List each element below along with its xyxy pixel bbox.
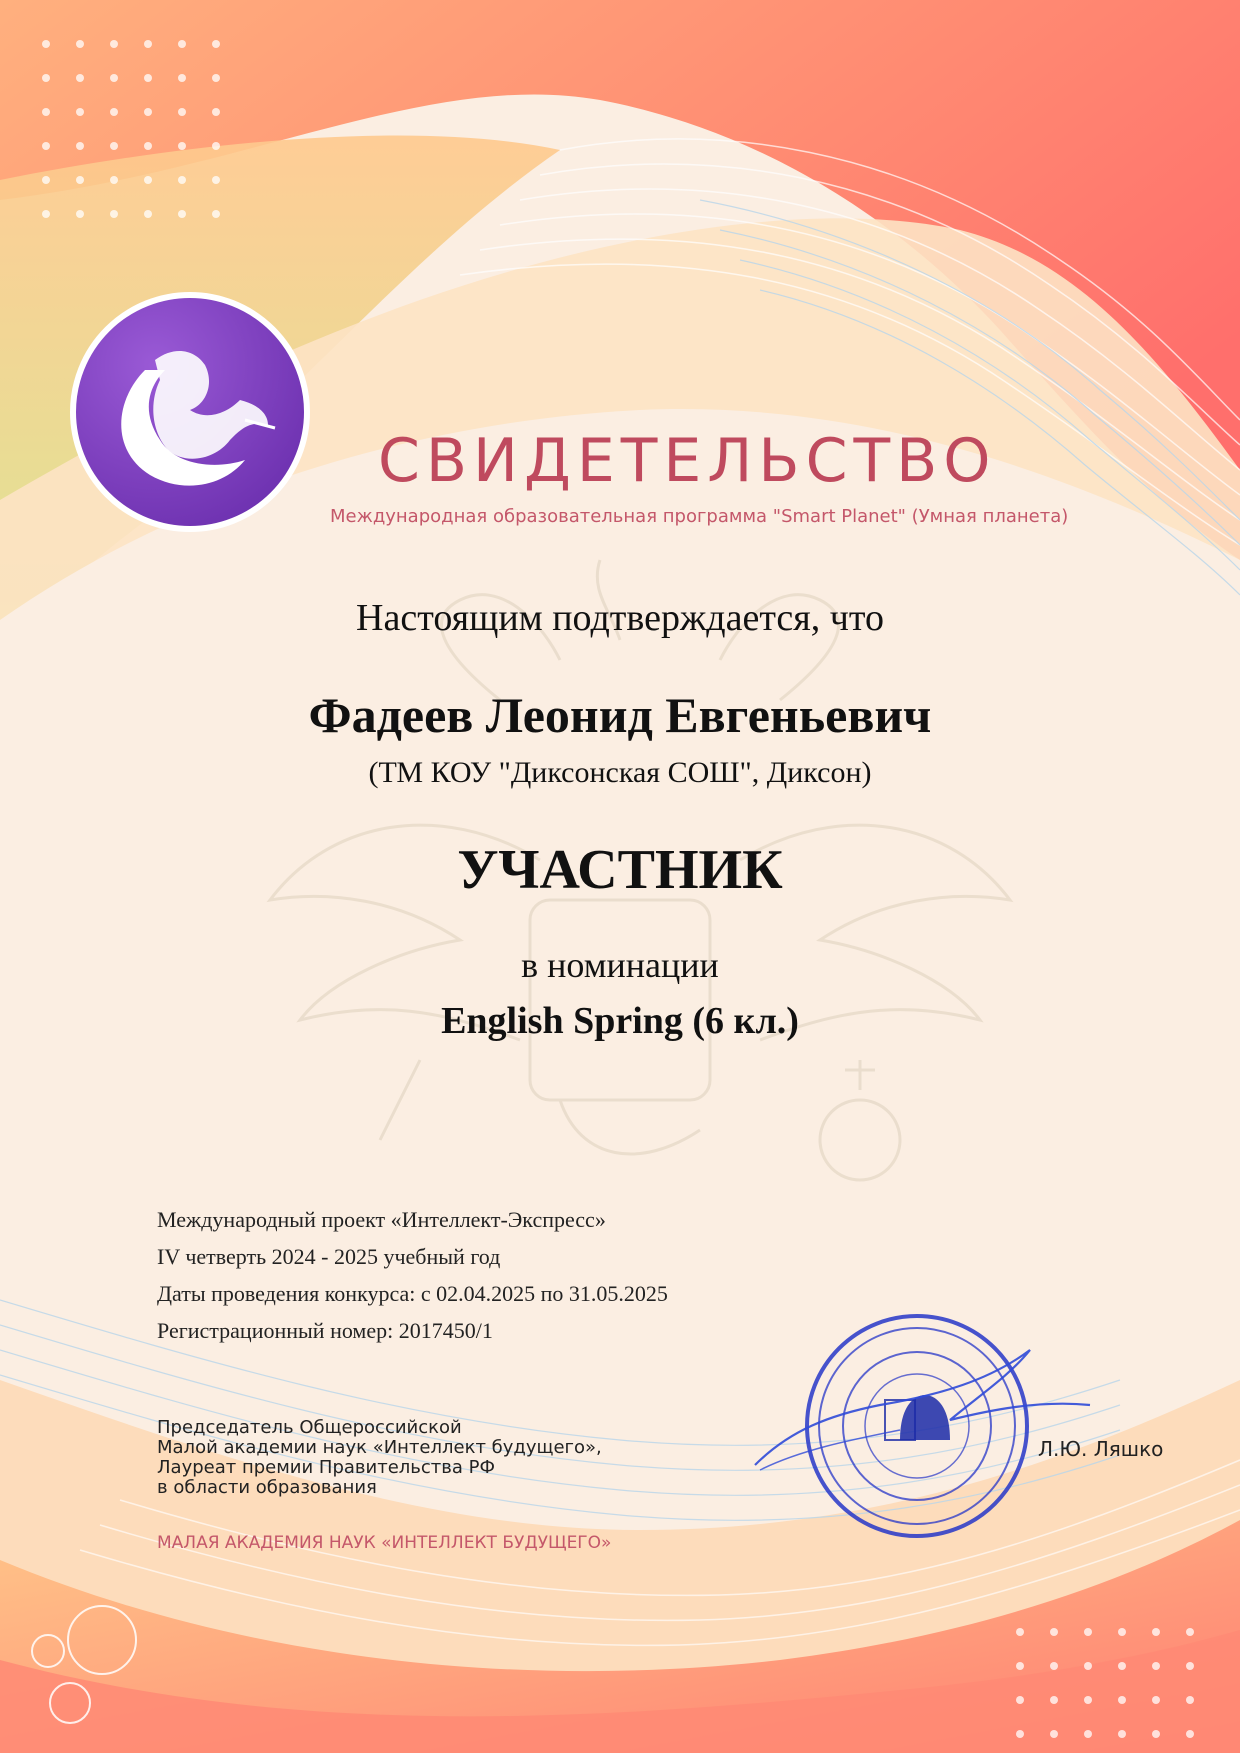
decorative-dot [178, 40, 186, 48]
decorative-dot [212, 74, 220, 82]
decorative-dot [178, 74, 186, 82]
contest-dates: Даты проведения конкурса: с 02.04.2025 по 31.05.2025 [157, 1281, 668, 1306]
academy-name: МАЛАЯ АКАДЕМИЯ НАУК «ИНТЕЛЛЕКТ БУДУЩЕГО» [157, 1533, 612, 1553]
decorative-dot [42, 142, 50, 150]
decorative-dot [1186, 1628, 1194, 1636]
participant-status: УЧАСТНИК [457, 839, 783, 901]
confirmation-text: Настоящим подтверждается, что [356, 597, 884, 639]
decorative-dot [1118, 1628, 1126, 1636]
decorative-dot [110, 210, 118, 218]
decorative-dot [1186, 1696, 1194, 1704]
decorative-dot [144, 74, 152, 82]
signer-name: Л.Ю. Ляшко [1038, 1437, 1164, 1461]
decorative-dot [144, 176, 152, 184]
decorative-dot [110, 142, 118, 150]
decorative-dot [1118, 1696, 1126, 1704]
decorative-dot [1152, 1730, 1160, 1738]
decorative-dot [1084, 1696, 1092, 1704]
chairman-title [157, 1418, 677, 1498]
decorative-dot [42, 210, 50, 218]
nomination-title: English Spring (6 кл.) [441, 1000, 799, 1042]
registration-number: Регистрационный номер: 2017450/1 [157, 1318, 493, 1343]
decorative-dot [42, 176, 50, 184]
dot-pattern-top-left [42, 40, 220, 218]
decorative-dot [1050, 1696, 1058, 1704]
recipient-organization: (ТМ КОУ "Диксонская СОШ", Диксон) [368, 756, 872, 789]
dot-pattern-bottom-right [1016, 1628, 1194, 1753]
decorative-dot [144, 108, 152, 116]
program-subtitle: Международная образовательная программа "Smart Planet" (Умная планета) [330, 506, 1069, 527]
decorative-dot [1152, 1628, 1160, 1636]
recipient-name: Фадеев Леонид Евгеньевич [308, 687, 932, 743]
decorative-dot [1152, 1662, 1160, 1670]
chairman-line: Председатель Общероссийской [157, 1417, 462, 1438]
decorative-dot [76, 142, 84, 150]
decorative-dot [42, 108, 50, 116]
decorative-dot [42, 74, 50, 82]
chairman-line: в области образования [157, 1477, 377, 1498]
decorative-dot [110, 108, 118, 116]
decorative-dot [1084, 1730, 1092, 1738]
decorative-dot [1016, 1662, 1024, 1670]
decorative-dot [144, 40, 152, 48]
decorative-dot [1084, 1662, 1092, 1670]
decorative-dot [1152, 1696, 1160, 1704]
project-name: Международный проект «Интеллект-Экспресс» [157, 1207, 606, 1232]
decorative-dot [144, 210, 152, 218]
decorative-dot [1016, 1730, 1024, 1738]
decorative-dot [212, 176, 220, 184]
decorative-dot [76, 108, 84, 116]
decorative-dot [1050, 1662, 1058, 1670]
decorative-dot [144, 142, 152, 150]
decorative-dot [1186, 1662, 1194, 1670]
decorative-dot [110, 74, 118, 82]
decorative-dot [178, 142, 186, 150]
decorative-dot [1118, 1730, 1126, 1738]
decorative-dot [178, 210, 186, 218]
chairman-line: Малой академии наук «Интеллект будущего», [157, 1437, 602, 1458]
decorative-dot [76, 40, 84, 48]
decorative-dot [1118, 1662, 1126, 1670]
decorative-dot [212, 40, 220, 48]
decorative-dot [1016, 1696, 1024, 1704]
decorative-dot [76, 176, 84, 184]
decorative-dot [178, 176, 186, 184]
decorative-dot [1084, 1628, 1092, 1636]
chairman-line: Лауреат премии Правительства РФ [157, 1457, 495, 1478]
certificate-title: СВИДЕТЕЛЬСТВО [378, 426, 997, 496]
decorative-dot [1050, 1628, 1058, 1636]
decorative-dot [1050, 1730, 1058, 1738]
school-period: IV четверть 2024 - 2025 учебный год [157, 1244, 501, 1269]
decorative-dot [212, 142, 220, 150]
decorative-dot [76, 210, 84, 218]
smart-planet-logo [73, 295, 307, 529]
decorative-dot [1016, 1628, 1024, 1636]
decorative-dot [42, 40, 50, 48]
decorative-dot [178, 108, 186, 116]
decorative-dot [110, 40, 118, 48]
decorative-dot [212, 108, 220, 116]
decorative-dot [110, 176, 118, 184]
decorative-dot [1186, 1730, 1194, 1738]
decorative-dot [76, 74, 84, 82]
nomination-label: в номинации [521, 945, 719, 985]
decorative-dot [212, 210, 220, 218]
